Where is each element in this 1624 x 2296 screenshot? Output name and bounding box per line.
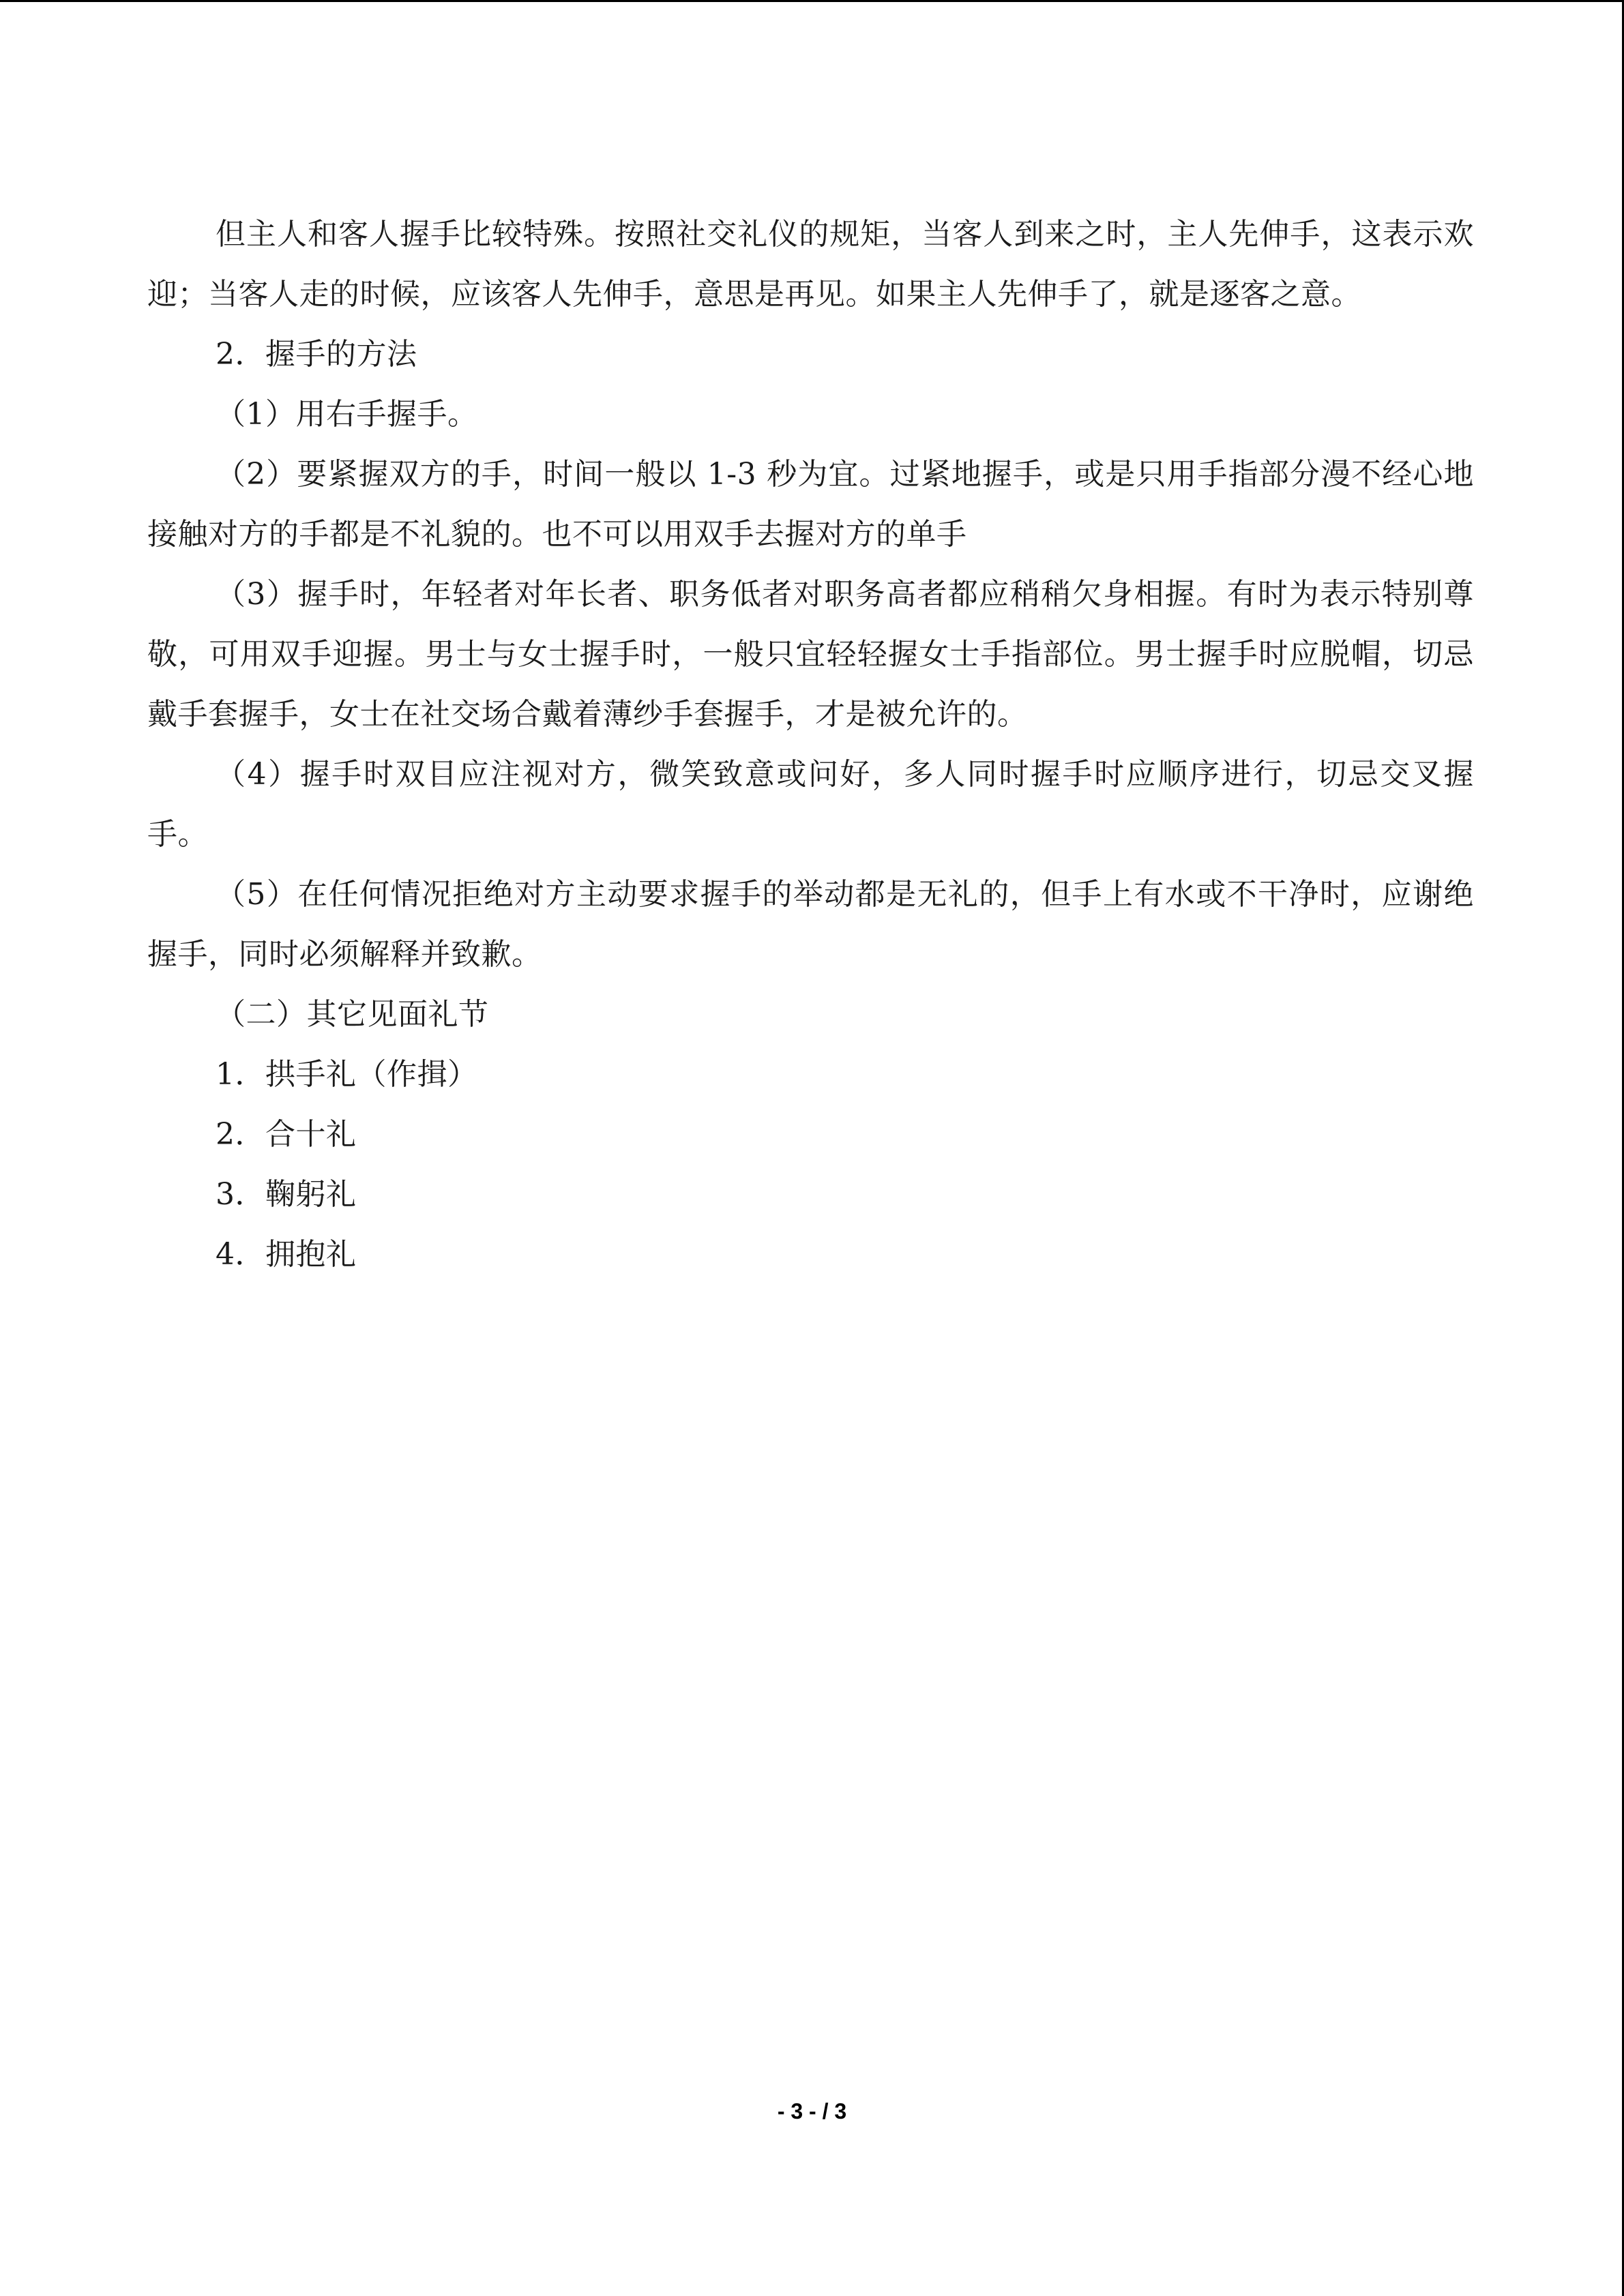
list-item-grip-duration: （2）要紧握双方的手，时间一般以 1-3 秒为宜。过紧地握手，或是只用手指部分漫不经心地接触对方的手都是不礼貌的。也不可以用双手去握对方的单手 [147, 457, 1474, 552]
list-item-gongshou: 1．拱手礼（作揖） [216, 1057, 478, 1092]
heading-handshake-method: 2．握手的方法 [216, 337, 417, 372]
document-body [147, 205, 1474, 1285]
heading-other-greetings: （二）其它见面礼节 [216, 997, 489, 1032]
list-item-heshi: 2．合十礼 [216, 1117, 357, 1152]
list-item-refusal: （5）在任何情况拒绝对方主动要求握手的举动都是无礼的，但手上有水或不干净时，应谢绝握手，同时必须解释并致歉。 [147, 877, 1474, 972]
list-item-right-hand: （1）用右手握手。 [216, 397, 478, 432]
list-item-yongbao: 4．拥抱礼 [216, 1237, 357, 1272]
page-number: - 3 - / 3 [777, 2099, 847, 2123]
list-item-jugong: 3．鞠躬礼 [216, 1177, 357, 1212]
list-item-bow-respect: （3）握手时，年轻者对年长者、职务低者对职务高者都应稍稍欠身相握。有时为表示特别尊敬，可用双手迎握。男士与女士握手时，一般只宜轻轻握女士手指部位。男士握手时应脱帽，切忌戴手套握手，女士在社交场合戴着薄纱手套握手，才是被允许的。 [147, 577, 1474, 732]
paragraph-handshake-host-guest: 但主人和客人握手比较特殊。按照社交礼仪的规矩，当客人到来之时，主人先伸手，这表示欢迎；当客人走的时候，应该客人先伸手，意思是再见。如果主人先伸手了，就是逐客之意。 [147, 217, 1474, 312]
list-item-eye-contact: （4）握手时双目应注视对方，微笑致意或问好，多人同时握手时应顺序进行，切忌交叉握手。 [147, 757, 1474, 852]
